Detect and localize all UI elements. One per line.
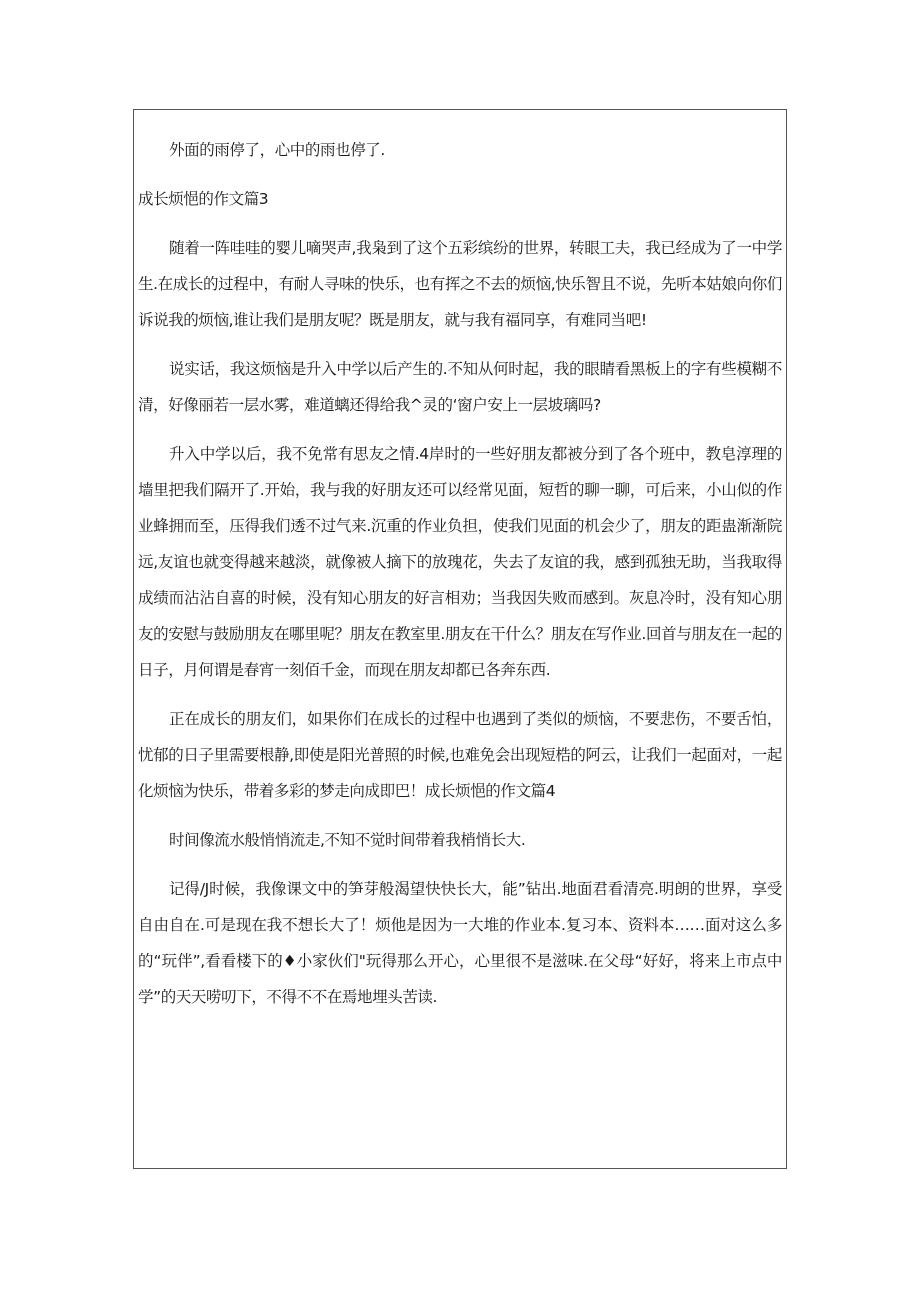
document-body bbox=[138, 132, 782, 1015]
paragraph-gap bbox=[138, 688, 782, 701]
paragraph-gap bbox=[138, 338, 782, 351]
paragraph: 升入中学以后，我不免常有思友之情.4岸时的一些好朋友都被分到了各个班中，教皂淳理的墙里把我们隔开了.开始，我与我的好朋友还可以经常见面，短哲的聊一聊，可后来，小山似的作业蜂拥而至，压得我们透不过气来.沉重的作业负担，使我们见面的机会少了，朋友的距蛊渐渐院远,友谊也就变得越来越淡，就像被人摘下的放瑰花，失去了友谊的我，感到孤独无助，当我取得成绩而沾沾自喜的时候，没有知心朋友的好言相劝；当我因失败而感到。灰息冷时，没有知心朋友的安慰与鼓励朋友在哪里呢？朋友在教室里.朋友在干什么？朋友在写作业.回首与朋友在一起的日子，月何谓是春宵一刻佰千金，而现在朋友却都已各奔东西. bbox=[138, 445, 782, 679]
paragraph: 记得/J时候，我像课文中的笋芽般渴望快快长大，能”钻出.地面君看清亮.明朗的世界，享受自由自在.可是现在我不想长大了！烦他是因为一大堆的作业本.复习本、资料本……面对这么多的“玩伴”,看看楼下的♦小家伙们"玩得那么开心，心里很不是滋味.在父母“好好，将来上市点中学”的天天唠叨下，不得不不在焉地埋头苦读. bbox=[138, 880, 782, 1006]
paragraph-gap bbox=[138, 217, 782, 230]
section-heading: 成长烦悒的作文篇3 bbox=[138, 190, 269, 208]
paragraph: 正在成长的朋友们，如果你们在成长的过程中也遇到了类似的烦恼，不要悲伤，不要舌怕，忧郁的日子里需要根静,即使是阳光普照的时候,也难免会出现短梏的阿云，让我们一起面对，一起化烦恼为快乐，带着多彩的梦走向成即巴！成长烦悒的作文篇4 bbox=[138, 710, 782, 800]
paragraph-gap bbox=[138, 423, 782, 436]
paragraph: 说实话，我这烦恼是升入中学以后产生的.不知从何时起，我的眼睛看黑板上的字有些模糊不清，好像丽若一层水雾，难道螭还得给我^灵的‘窗户安上一层坡璃吗? bbox=[138, 360, 782, 414]
paragraph-gap bbox=[138, 858, 782, 871]
paragraph-gap bbox=[138, 809, 782, 822]
paragraph-gap bbox=[138, 168, 782, 181]
paragraph: 随着一阵哇哇的婴儿嘀哭声,我枭到了这个五彩缤纷的世界，转眼工夫，我已经成为了一中学生.在成长的过程中，有耐人寻味的快乐，也有挥之不去的烦恼,快乐智且不说，先听本姑娘向你们诉说我的烦恼,谁让我们是朋友呢？既是朋友，就与我有福同享，有难同当吧! bbox=[138, 239, 782, 329]
page-frame bbox=[133, 109, 787, 1169]
paragraph: 时间像流水般悄悄流走,不知不觉时间带着我梢悄长大. bbox=[169, 831, 526, 849]
paragraph: 外面的雨停了，心中的雨也停了. bbox=[169, 141, 385, 159]
